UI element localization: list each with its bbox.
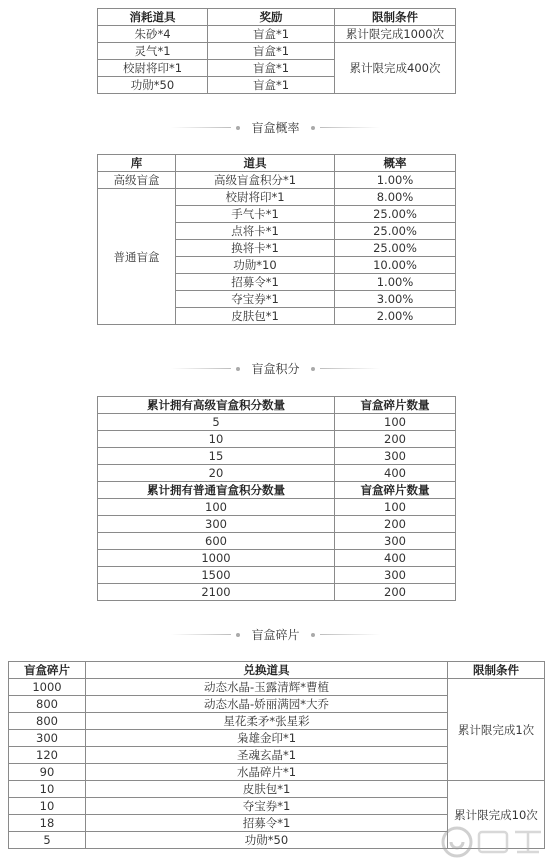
rate-cell: 2.00%: [335, 308, 456, 325]
cost-cell: 120: [9, 747, 86, 764]
consume-item-cell: 朱砂*4: [98, 26, 208, 43]
item-cell: 功勋*10: [176, 257, 335, 274]
table-header-row: [98, 482, 456, 499]
fragments-cell: 400: [335, 465, 456, 482]
consume-item-cell: 功勋*50: [98, 77, 208, 94]
limit-cell: 累计限完成1次: [448, 679, 545, 781]
cost-cell: 800: [9, 713, 86, 730]
item-cell: 夺宝券*1: [176, 291, 335, 308]
item-cell: 校尉将印*1: [176, 189, 335, 206]
table-row: [98, 26, 456, 43]
fragments-cell: 300: [335, 448, 456, 465]
points-cell: 15: [98, 448, 335, 465]
rate-cell: 1.00%: [335, 172, 456, 189]
header-cell: 兑换道具: [86, 662, 448, 679]
table-header-row: [98, 155, 456, 172]
rate-cell: 1.00%: [335, 274, 456, 291]
header-cell: 限制条件: [448, 662, 545, 679]
points-table: [97, 396, 456, 601]
header-cell: 概率: [335, 155, 456, 172]
limit-cell: 累计限完成400次: [335, 43, 456, 94]
points-cell: 2100: [98, 584, 335, 601]
fragments-cell: 300: [335, 567, 456, 584]
rate-cell: 25.00%: [335, 240, 456, 257]
points-cell: 5: [98, 414, 335, 431]
consume-item-cell: 灵气*1: [98, 43, 208, 60]
exchange-item-cell: 皮肤包*1: [86, 781, 448, 798]
cost-cell: 90: [9, 764, 86, 781]
fragments-cell: 200: [335, 431, 456, 448]
divider-line: [171, 127, 231, 128]
header-cell: 道具: [176, 155, 335, 172]
table-row: [98, 414, 456, 431]
exchange-item-cell: 枭雄金印*1: [86, 730, 448, 747]
section-title-fragments: [0, 626, 551, 642]
exchange-item-cell: 星花柔矛*张星彩: [86, 713, 448, 730]
table-row: [98, 584, 456, 601]
probability-table: [97, 154, 456, 325]
divider-line: [171, 634, 231, 635]
consume-item-cell: 校尉将印*1: [98, 60, 208, 77]
table-row: [98, 431, 456, 448]
table-row: [9, 781, 545, 798]
table-header-row: [9, 662, 545, 679]
exchange-item-cell: 功勋*50: [86, 832, 448, 849]
points-cell: 1500: [98, 567, 335, 584]
cost-cell: 10: [9, 781, 86, 798]
exchange-table: [8, 661, 545, 849]
item-cell: 换将卡*1: [176, 240, 335, 257]
table-row: [98, 448, 456, 465]
consume-reward-table: [97, 8, 456, 94]
fragments-cell: 200: [335, 584, 456, 601]
reward-cell: 盲盒*1: [208, 60, 335, 77]
exchange-item-cell: 水晶碎片*1: [86, 764, 448, 781]
header-cell: 累计拥有普通盲盒积分数量: [98, 482, 335, 499]
divider-line: [320, 634, 380, 635]
points-cell: 1000: [98, 550, 335, 567]
cost-cell: 300: [9, 730, 86, 747]
reward-cell: 盲盒*1: [208, 77, 335, 94]
item-cell: 点将卡*1: [176, 223, 335, 240]
points-cell: 20: [98, 465, 335, 482]
divider-line: [171, 368, 231, 369]
item-cell: 皮肤包*1: [176, 308, 335, 325]
header-cell: 消耗道具: [98, 9, 208, 26]
section-title-points: [0, 360, 551, 376]
divider-dot-icon: [311, 126, 315, 130]
section-title-text: 盲盒概率: [251, 120, 300, 135]
header-cell: 限制条件: [335, 9, 456, 26]
table-row: [98, 499, 456, 516]
item-cell: 手气卡*1: [176, 206, 335, 223]
table-row: [98, 533, 456, 550]
table-row: [9, 679, 545, 696]
table-row: [98, 516, 456, 533]
divider-line: [320, 127, 380, 128]
table-row: [98, 172, 456, 189]
rate-cell: 10.00%: [335, 257, 456, 274]
divider-line: [320, 368, 380, 369]
fragments-cell: 200: [335, 516, 456, 533]
item-cell: 高级盲盒积分*1: [176, 172, 335, 189]
exchange-item-cell: 动态水晶-娇丽满园*大乔: [86, 696, 448, 713]
points-cell: 300: [98, 516, 335, 533]
exchange-item-cell: 招募令*1: [86, 815, 448, 832]
rate-cell: 8.00%: [335, 189, 456, 206]
exchange-item-cell: 夺宝券*1: [86, 798, 448, 815]
exchange-item-cell: 动态水晶-玉露清辉*曹植: [86, 679, 448, 696]
header-cell: 奖励: [208, 9, 335, 26]
table-row: [98, 550, 456, 567]
table-row: [98, 567, 456, 584]
reward-cell: 盲盒*1: [208, 26, 335, 43]
table-row: [98, 189, 456, 206]
fragments-cell: 100: [335, 499, 456, 516]
rate-cell: 25.00%: [335, 223, 456, 240]
table-row: [98, 465, 456, 482]
pool-cell: 高级盲盒: [98, 172, 176, 189]
fragments-cell: 300: [335, 533, 456, 550]
header-cell: 盲盒碎片: [9, 662, 86, 679]
rate-cell: 25.00%: [335, 206, 456, 223]
cost-cell: 10: [9, 798, 86, 815]
table-header-row: [98, 397, 456, 414]
section-title-probability: [0, 119, 551, 135]
points-cell: 100: [98, 499, 335, 516]
limit-cell: 累计限完成1000次: [335, 26, 456, 43]
cost-cell: 5: [9, 832, 86, 849]
fragments-cell: 400: [335, 550, 456, 567]
divider-dot-icon: [236, 367, 240, 371]
header-cell: 库: [98, 155, 176, 172]
table-header-row: [98, 9, 456, 26]
header-cell: 累计拥有高级盲盒积分数量: [98, 397, 335, 414]
divider-dot-icon: [236, 633, 240, 637]
header-cell: 盲盒碎片数量: [335, 397, 456, 414]
pool-cell: 普通盲盒: [98, 189, 176, 325]
points-cell: 600: [98, 533, 335, 550]
cost-cell: 1000: [9, 679, 86, 696]
cost-cell: 18: [9, 815, 86, 832]
exchange-item-cell: 圣魂玄晶*1: [86, 747, 448, 764]
watermark-logo-icon: [439, 824, 547, 860]
reward-cell: 盲盒*1: [208, 43, 335, 60]
item-cell: 招募令*1: [176, 274, 335, 291]
divider-dot-icon: [311, 367, 315, 371]
fragments-cell: 100: [335, 414, 456, 431]
table-row: [98, 43, 456, 60]
cost-cell: 800: [9, 696, 86, 713]
section-title-text: 盲盒积分: [251, 361, 300, 376]
header-cell: 盲盒碎片数量: [335, 482, 456, 499]
limit-cell: 累计限完成10次: [448, 781, 545, 849]
rate-cell: 3.00%: [335, 291, 456, 308]
divider-dot-icon: [311, 633, 315, 637]
points-cell: 10: [98, 431, 335, 448]
divider-dot-icon: [236, 126, 240, 130]
section-title-text: 盲盒碎片: [251, 627, 300, 642]
